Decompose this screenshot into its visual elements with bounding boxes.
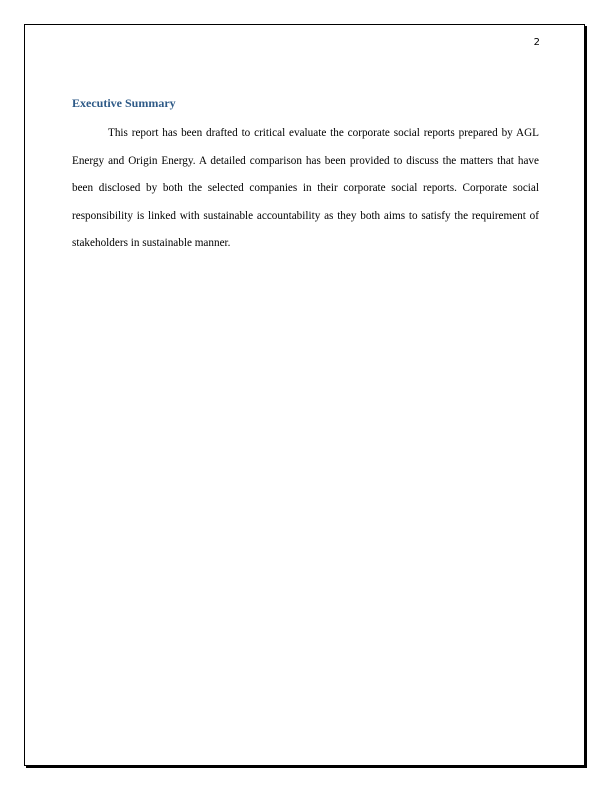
section-heading: Executive Summary [72, 96, 176, 110]
page-number: 2 [533, 37, 540, 48]
executive-summary-paragraph: This report has been drafted to critical evaluate the corporate social reports prepared by AGL Energy and Origin Energy. A detailed comparison has been provided to discuss the matters that have been disclosed by both the selected companies in their corporate social reports. Corporate social responsibility is linked with sustainable accountability as they both aims to satisfy the requirement of stakeholders in sustainable manner. [72, 127, 539, 250]
document-page [24, 24, 585, 766]
